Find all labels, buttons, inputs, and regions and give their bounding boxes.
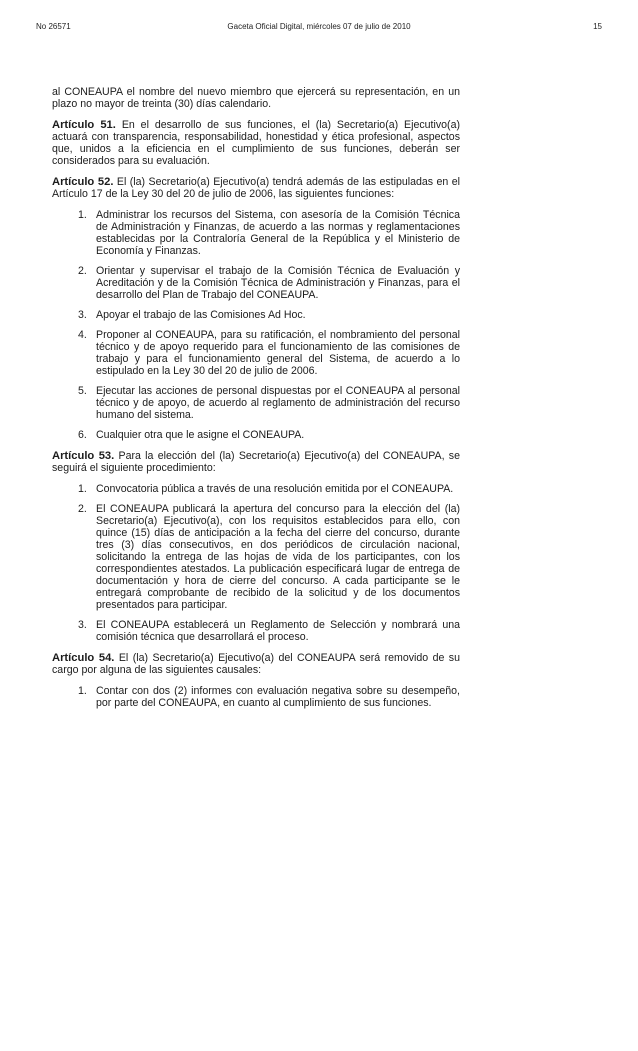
item-number: 4. [78,329,87,341]
article-53-text: Para la elección del (la) Secretario(a) Ejecutivo(a) del CONEAUPA, se seguirá el siguiente procedimiento: [52,450,460,474]
item-text: Contar con dos (2) informes con evaluación negativa sobre su desempeño, por parte del CONEAUPA, en cuanto al cumplimiento de sus funciones. [96,685,460,709]
item-number: 1. [78,209,87,221]
list-item [78,429,460,441]
list-item [78,619,460,643]
item-number: 1. [78,685,87,697]
item-text: Administrar los recursos del Sistema, con asesoría de la Comisión Técnica de Administración y Finanzas, de acuerdo a las normas y reglamentaciones establecidas por la Contraloría General de la República y el Ministerio de Economía y Finanzas. [96,209,460,257]
list-item [78,309,460,321]
document-body [52,86,460,718]
article-53-list [52,483,460,643]
gazette-title: Gaceta Oficial Digital, miércoles 07 de julio de 2010 [227,22,411,31]
article-53-label: Artículo 53. [52,450,115,462]
item-text: El CONEAUPA establecerá un Reglamento de Selección y nombrará una comisión técnica que desarrollará el proceso. [96,619,460,643]
item-text: Cualquier otra que le asigne el CONEAUPA. [96,429,305,441]
document-number: No 26571 [36,22,71,31]
item-text: El CONEAUPA publicará la apertura del concurso para la elección del (la) Secretario(a) Ejecutivo(a), con los requisitos establecidos para ello, con quince (15) días de anticipación a la fecha del cierre del concurso, durante tres (3) días consecutivos, en dos periódicos de circulación nacional, solicitando la entrega de las hojas de vida de los participantes, con los correspondientes atestados. La publicación especificará lugar de entrega de documentación y hora de cierre del concurso. A cada participante se le entregará comprobante de recibido de la solicitud y de los documentos presentados para participar. [96,503,460,611]
article-54 [52,652,460,676]
page-header [36,22,602,36]
page-number: 15 [593,22,602,31]
article-52-label: Artículo 52. [52,176,114,188]
intro-paragraph: al CONEAUPA el nombre del nuevo miembro que ejercerá su representación, en un plazo no mayor de treinta (30) días calendario. [52,86,460,110]
item-number: 3. [78,309,87,321]
article-53 [52,450,460,474]
list-item [78,385,460,421]
article-52-list [52,209,460,441]
list-item [78,329,460,377]
item-text: Orientar y supervisar el trabajo de la Comisión Técnica de Evaluación y Acreditación y de la Comisión Técnica de Administración y Finanzas, para el desarrollo del Plan de Trabajo del CONEAUPA. [96,265,460,301]
article-54-label: Artículo 54. [52,652,115,664]
article-54-text: El (la) Secretario(a) Ejecutivo(a) del CONEAUPA será removido de su cargo por alguna de las siguientes causales: [52,652,460,676]
item-number: 1. [78,483,87,495]
article-54-list [52,685,460,709]
list-item [78,503,460,611]
article-51-label: Artículo 51. [52,119,116,131]
item-number: 5. [78,385,87,397]
item-text: Convocatoria pública a través de una resolución emitida por el CONEAUPA. [96,483,454,495]
article-52-text: El (la) Secretario(a) Ejecutivo(a) tendrá además de las estipuladas en el Artículo 17 de la Ley 30 del 20 de julio de 2006, las siguientes funciones: [52,176,460,200]
article-52 [52,176,460,200]
list-item [78,685,460,709]
item-text: Ejecutar las acciones de personal dispuestas por el CONEAUPA al personal técnico y de apoyo, de acuerdo al reglamento de administración del recurso humano del sistema. [96,385,460,421]
article-51-text: En el desarrollo de sus funciones, el (la) Secretario(a) Ejecutivo(a) actuará con transparencia, responsabilidad, honestidad y ética profesional, aspectos que, unidos a la eficiencia en el cumplimiento de sus funciones, deberán ser considerados para su evaluación. [52,119,460,167]
article-51 [52,119,460,167]
list-item [78,483,460,495]
item-number: 6. [78,429,87,441]
item-number: 2. [78,265,87,277]
item-text: Apoyar el trabajo de las Comisiones Ad Hoc. [96,309,306,321]
item-number: 2. [78,503,87,515]
item-number: 3. [78,619,87,631]
item-text: Proponer al CONEAUPA, para su ratificación, el nombramiento del personal técnico y de apoyo requerido para el funcionamiento de las comisiones de trabajo y para el funcionamiento general del Sistema, de acuerdo a lo estipulado en la Ley 30 del 20 de julio de 2006. [96,329,460,377]
list-item [78,209,460,257]
list-item [78,265,460,301]
